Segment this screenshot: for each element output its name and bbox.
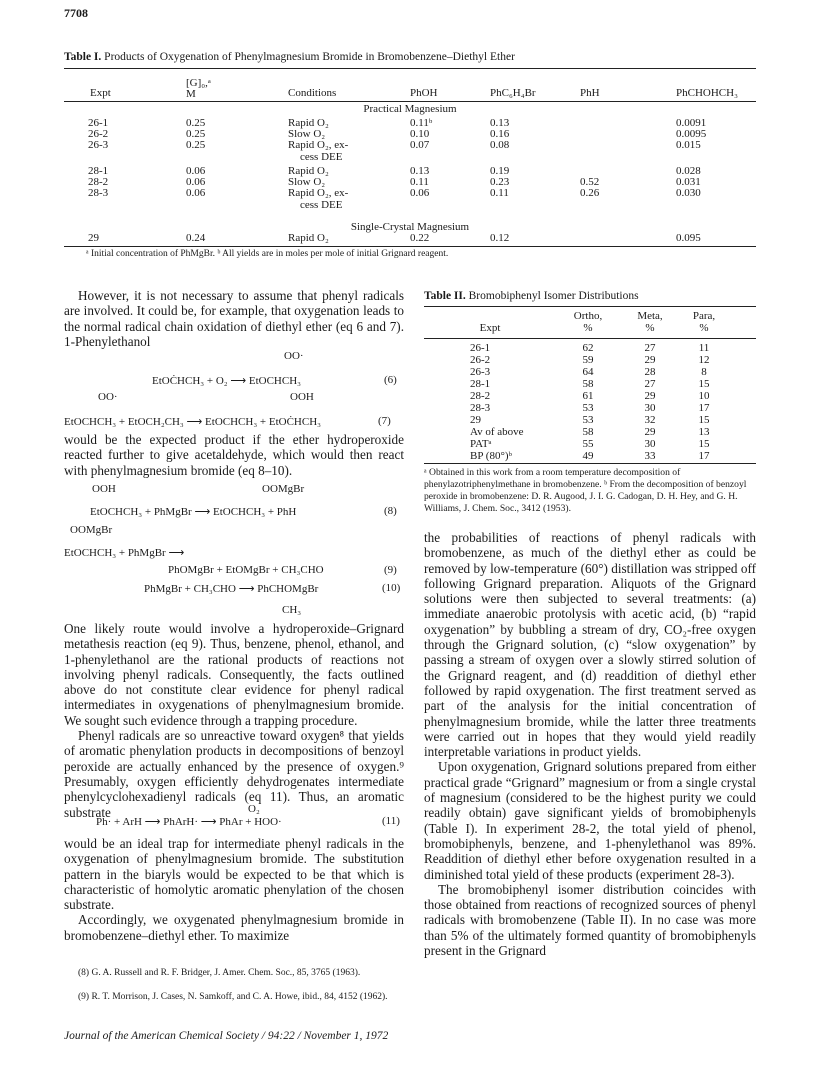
- table1-cell: cess DEE: [300, 151, 343, 163]
- table2-cell: 55: [582, 438, 594, 450]
- table2-cell: 62: [582, 342, 594, 354]
- eq6-top: OO·: [284, 350, 304, 362]
- table1-cell: 26-1: [88, 117, 109, 129]
- table1-bottom-rule: [64, 246, 756, 247]
- eq9-number: (9): [384, 564, 397, 576]
- table1-cell: 0.0095: [676, 128, 707, 140]
- left-para-5: [64, 836, 404, 943]
- table1-cell: 0.031: [676, 176, 701, 188]
- table1-cell: 26-2: [88, 128, 109, 140]
- left-para-1: [64, 288, 404, 349]
- table2-cell: 26-2: [470, 354, 491, 366]
- table1-cell: 0.13: [490, 117, 510, 129]
- table2-cell: 58: [582, 426, 594, 438]
- table2-title: Bromobiphenyl Isomer Distributions: [468, 290, 639, 302]
- table2-header-rule: [424, 338, 756, 339]
- table2-header-cell: Meta, %: [637, 310, 663, 334]
- table2-header-cell: Para, %: [692, 310, 716, 334]
- left-p4-text: Phenyl radicals are so unreactive toward oxygen⁸ that yields of aromatic phenylation products in decompositions of benzoyl peroxide are actually enhanced by the presence of oxygen.⁹ Presumably, oxygen efficiently dehydrogenates intermediate phenylcyclohexadienyl radicals (eq 11). Thus, an aromatic substrate: [64, 728, 404, 820]
- table2-header-cell: Ortho, %: [573, 310, 603, 334]
- table1-cell: Rapid O₂, ex-: [288, 139, 349, 151]
- table1-footnote: ᵃ Initial concentration of PhMgBr. ᵇ All yields are in moles per mole of initial Grignard reagent.: [86, 249, 449, 259]
- table1-header-cell: [G]₀,ᵃ M: [186, 77, 211, 100]
- reference-8: (8) G. A. Russell and R. F. Bridger, J. Amer. Chem. Soc., 85, 3765 (1963).: [78, 968, 361, 978]
- table1-cell: Rapid O₂, ex-: [288, 187, 349, 199]
- table1-header-cell: PhH: [580, 87, 600, 99]
- table1-cell: 0.11ᵇ: [410, 117, 433, 129]
- table1-cell: 0.25: [186, 139, 206, 151]
- table2-cell: 15: [698, 378, 710, 390]
- table2-cell: 61: [582, 390, 594, 402]
- table1-header-cell: PhOH: [410, 87, 438, 99]
- table1-cell: 28-2: [88, 176, 109, 188]
- eq7: EtOCHCH₃ + EtOCH₂CH₃ ⟶ EtOCHCH₃ + EtOĊHCH₃: [64, 416, 321, 428]
- table1-cell: 0.08: [490, 139, 510, 151]
- table2-cell: 26-1: [470, 342, 491, 354]
- eq6-number: (6): [384, 374, 397, 386]
- table1-label: Table I.: [64, 51, 102, 63]
- left-p3-text: One likely route would involve a hydroperoxide–Grignard metathesis reaction (eq 9). Thus, benzene, phenol, ethanol, and 1-phenylethanol are the rational products of reactions not involving phenyl radicals. Consequently, the facts outlined above do not constitute clear evidence for phenyl radical intermediates in oxygenations of phenylmagnesium bromide. We sought such evidence through a trapping procedure.: [64, 621, 404, 728]
- table1-cell: 0.11: [490, 187, 509, 199]
- table2-cell: 59: [582, 354, 594, 366]
- table1-cell: 29: [88, 232, 99, 244]
- table2-cell: 30: [644, 402, 656, 414]
- table1-cell: 0.12: [490, 232, 510, 244]
- table1-header-cell: PhC₆H₄Br: [490, 87, 536, 99]
- table1-header-rule: [64, 101, 756, 102]
- right-p1-text: the probabilities of reactions of phenyl radicals with bromobenzene, as much of the diethyl ether as could be removed by low-temperature (60°) distillation was stripped off following Grignard preparation. Aliquots of the Grignard solutions were then subjected to several treatments: (a) immediate anaerobic protolysis with acetic acid, (b) “rapid oxygenation” by bubbling a stream of dry, CO₂-free oxygen through the Grignard solution, (c) “slow oxygenation” by passing a stream of oxygen over a slowly stirred solution of the Grignard reagent, and (d) readdition of diethyl ether followed by rapid oxygenation. The first treatment served as part of the analysis for the initial concentration of phenylmagnesium bromide, while the latter three treatments were carried out in hopes that they would yield readily interpretable variations in product yields.: [424, 530, 756, 760]
- table1-cell: 28-1: [88, 165, 109, 177]
- table1-cell: cess DEE: [300, 199, 343, 211]
- table1-cell: 0.13: [410, 165, 430, 177]
- table2-cell: 33: [644, 450, 656, 462]
- table2-cell: PATᵃ: [470, 438, 492, 450]
- eq9-line-2: PhOMgBr + EtOMgBr + CH₃CHO: [168, 564, 324, 576]
- table1-section-single: Single-Crystal Magnesium: [350, 221, 470, 233]
- table2-cell: 49: [582, 450, 594, 462]
- table1-cell: 0.06: [186, 187, 206, 199]
- table1-title: Products of Oxygenation of Phenylmagnesium Bromide in Bromobenzene–Diethyl Ether: [104, 51, 515, 63]
- table1-cell: 0.07: [410, 139, 430, 151]
- page-number: 7708: [64, 6, 88, 20]
- eq10: PhMgBr + CH₃CHO ⟶ PhCHOMgBr: [144, 583, 319, 595]
- table1-cell: 0.028: [676, 165, 701, 177]
- table2-cell: 29: [644, 426, 656, 438]
- table1-section-practical: Practical Magnesium: [363, 103, 457, 115]
- table2-cell: 28-1: [470, 378, 491, 390]
- table2-cell: 29: [470, 414, 481, 426]
- table1-cell: 0.095: [676, 232, 701, 244]
- table1-cell: 0.0091: [676, 117, 707, 129]
- table1-header-cell: Expt: [90, 87, 111, 99]
- table1-cell: 0.19: [490, 165, 510, 177]
- right-p3-text: The bromobiphenyl isomer distribution coincides with those obtained from reactions of recognized sources of phenyl radicals with bromobenzene (Table II). In no case was more than 5% of the ultimately formed quantity of bromobiphenyls present in the Grignard: [424, 881, 756, 959]
- table2-cell: 64: [582, 366, 594, 378]
- left-p5-text: would be an ideal trap for intermediate phenyl radicals in the oxygenation of phenylmagnesium bromide. The substitution pattern in the biaryls would be expected to be that which is characteristic of homolytic aromatic phenylation of the chosen substrate.: [64, 836, 404, 913]
- eq11-top: O₂: [248, 803, 260, 815]
- table1-cell: 0.030: [676, 187, 701, 199]
- table2-cell: 29: [644, 390, 656, 402]
- table2-cell: 53: [582, 402, 594, 414]
- reference-9: (9) R. T. Morrison, J. Cases, N. Samkoff, and C. A. Howe, ibid., 84, 4152 (1962).: [78, 992, 388, 1002]
- table2-cell: 11: [698, 342, 710, 354]
- table1-cell: 0.015: [676, 139, 701, 151]
- journal-footer: Journal of the American Chemical Society / 94:22 / November 1, 1972: [64, 1030, 389, 1042]
- eq11: Ph· + ArH ⟶ PhArH· ⟶ PhAr + HOO·: [96, 816, 282, 828]
- table1-cell: 28-3: [88, 187, 109, 199]
- table2-cell: 30: [644, 438, 656, 450]
- table1-top-rule: [64, 68, 756, 69]
- eq8-top-left: OOH: [92, 483, 116, 495]
- table1-cell: 0.10: [410, 128, 430, 140]
- table1-cell: 0.25: [186, 117, 206, 129]
- table1-header-cell: PhCHOHCH₃: [676, 87, 738, 99]
- eq8-top-right: OOMgBr: [262, 483, 305, 495]
- eq10-bottom: CH₃: [282, 604, 302, 616]
- eq7-top-right: OOH: [290, 391, 314, 403]
- table2-cell: 10: [698, 390, 710, 402]
- eq9-top: OOMgBr: [70, 524, 113, 536]
- eq7-number: (7): [378, 415, 391, 427]
- table1-cell: 0.52: [580, 176, 600, 188]
- table2-cell: 17: [698, 402, 710, 414]
- eq8: EtOCHCH₃ + PhMgBr ⟶ EtOCHCH₃ + PhH: [90, 506, 297, 518]
- table2-cell: 13: [698, 426, 710, 438]
- table1-cell: Slow O₂: [288, 176, 326, 188]
- eq6: EtOĊHCH₃ + O₂ ⟶ EtOCHCH₃: [152, 375, 301, 387]
- right-column: [424, 530, 756, 958]
- table2-cell: 12: [698, 354, 710, 366]
- table2-cell: Av of above: [470, 426, 524, 438]
- table2-cell: 15: [698, 438, 710, 450]
- table1-cell: Rapid O₂: [288, 232, 329, 244]
- left-para-3: [64, 621, 404, 820]
- table1-header-cell: Conditions: [288, 87, 337, 99]
- table1-cell: 0.25: [186, 128, 206, 140]
- eq7-top-left: OO·: [98, 391, 118, 403]
- table1-cell: 0.22: [410, 232, 430, 244]
- table2-cell: 29: [644, 354, 656, 366]
- table2-cell: 28: [644, 366, 656, 378]
- table2-cell: 53: [582, 414, 594, 426]
- table2-footnote: ᵃ Obtained in this work from a room temperature decomposition of phenylazotriphenylmethane in bromobenzene. ᵇ From the decomposition of benzoyl peroxide in bromobenzene: D. R. Augood, J. I. G. Cadogan, D. H. Hey, and G. H. Williams, J. Chem. Soc., 3412 (1953).: [424, 467, 747, 514]
- table2-caption: [424, 290, 639, 302]
- table2-cell: 8: [701, 366, 707, 378]
- left-para-2: [64, 432, 404, 478]
- table1-cell: Rapid O₂: [288, 117, 329, 129]
- table1-cell: 0.06: [186, 165, 206, 177]
- table1-cell: Rapid O₂: [288, 165, 329, 177]
- table2-cell: 27: [644, 378, 656, 390]
- table2-cell: 32: [644, 414, 656, 426]
- table2-top-rule: [424, 306, 756, 307]
- table2-cell: 58: [582, 378, 594, 390]
- left-p6-text: Accordingly, we oxygenated phenylmagnesium bromide in bromobenzene–diethyl ether. To maximize: [64, 912, 404, 943]
- table2-label: Table II.: [424, 290, 466, 302]
- table2-cell: 28-3: [470, 402, 491, 414]
- table1-caption: [64, 51, 515, 63]
- table1-cell: 0.24: [186, 232, 206, 244]
- table2-cell: BP (80°)ᵇ: [470, 450, 512, 462]
- table1-cell: 26-3: [88, 139, 109, 151]
- eq8-number: (8): [384, 505, 397, 517]
- table2-cell: 28-2: [470, 390, 491, 402]
- table1-cell: 0.26: [580, 187, 600, 199]
- table2-cell: 17: [698, 450, 710, 462]
- left-p1-text: However, it is not necessary to assume that phenyl radicals are involved. It could be, for example, that oxygenation leads to the normal radical chain oxidation of diethyl ether (eq 6 and 7). 1-Phenylethanol: [64, 288, 404, 349]
- eq10-number: (10): [382, 582, 401, 594]
- table2-header-cell: Expt: [479, 322, 501, 334]
- table2-bottom-rule: [424, 463, 756, 464]
- table1-cell: 0.11: [410, 176, 429, 188]
- table1-cell: 0.06: [186, 176, 206, 188]
- left-p2-text: would be the expected product if the ether hydroperoxide reacted further to give acetaldehyde, which would then react with phenylmagnesium bromide (eq 8–10).: [64, 432, 404, 478]
- table1-cell: 0.23: [490, 176, 510, 188]
- right-p2-text: Upon oxygenation, Grignard solutions prepared from either practical grade “Grignard” magnesium or from a single crystal of magnesium (considered to be the highest purity we could readily obtain) gave significant yields of bromobiphenyls (Table I). In experiment 28-2, the total yield of phenol, bromobiphenyls, benzene, and 1-phenylethanol was 89%. Readdition of diethyl ether before oxygenation resulted in a diminished total yield of these products (experiment 28-3).: [424, 759, 756, 882]
- table1-cell: 0.06: [410, 187, 430, 199]
- table2-cell: 27: [644, 342, 656, 354]
- eq11-number: (11): [382, 815, 400, 827]
- table1-cell: 0.16: [490, 128, 510, 140]
- table1-cell: Slow O₂: [288, 128, 326, 140]
- eq9-line-1: EtOCHCH₃ + PhMgBr ⟶: [64, 547, 185, 559]
- table2-cell: 26-3: [470, 366, 491, 378]
- table2-cell: 15: [698, 414, 710, 426]
